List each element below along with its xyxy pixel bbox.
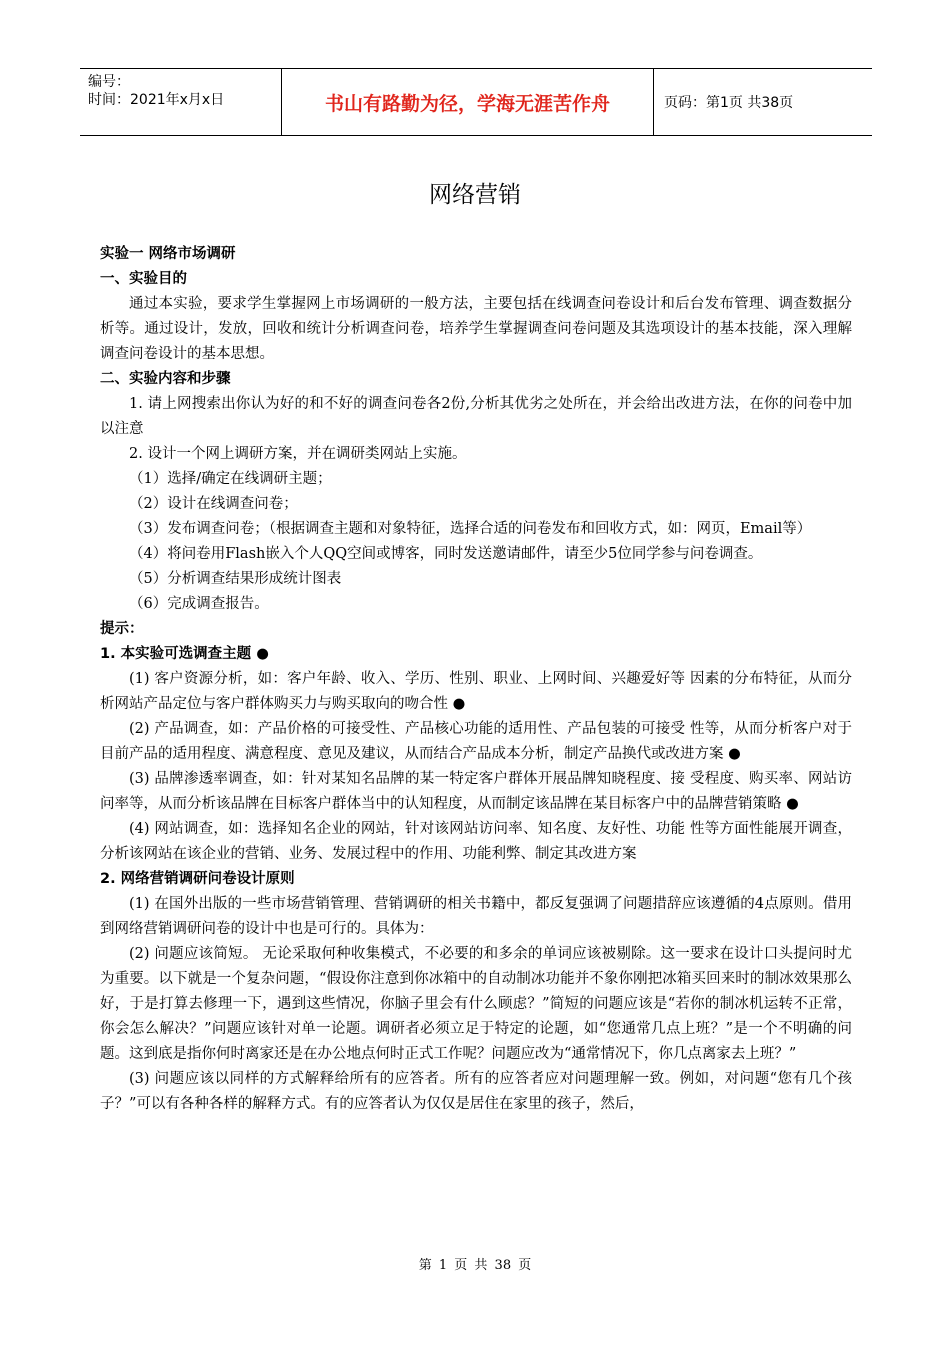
paragraph: 1. 请上网搜索出你认为好的和不好的调查问卷各2份,分析其优劣之处所在，并会给出改进方法，在你的问卷中加以注意	[100, 396, 852, 437]
paragraph: （2）设计在线调查问卷；	[129, 496, 298, 512]
paragraph: 实验一 网络市场调研	[100, 246, 236, 262]
code-label: 编号：	[88, 74, 130, 90]
header-page-info: 页码：第1页 共38页	[664, 95, 794, 111]
paragraph: (3) 问题应该以同样的方式解释给所有的应答者。所有的应答者应对问题理解一致。例如，对问题“您有几个孩子？”可以有各种各样的解释方式。有的应答者认为仅仅是居住在家里的孩子，然后，	[100, 1071, 852, 1112]
paragraph: (2) 问题应该简短。 无论采取何种收集模式，不必要的和多余的单词应该被剔除。这一要求在设计口头提问时尤为重要。以下就是一个复杂问题，“假设你注意到你冰箱中的自动制冰功能并不象你刚把冰箱买回来时的制冰效果那么好，于是打算去修理一下，遇到这些情况，你脑子里会有什么顾虑？”简短的问题应该是“若你的制冰机运转不正常，你会怎么解决？”问题应该针对单一论题。调研者必须立足于特定的论题，如“您通常几点上班？”是一个不明确的问题。这到底是指你何时离家还是在办公地点何时正式工作呢？问题应改为“通常情况下，你几点离家去上班？”	[100, 946, 852, 1062]
document-title: 网络营销	[429, 182, 521, 208]
header-meta	[80, 69, 281, 135]
page-header	[80, 68, 872, 136]
paragraph: (3) 品牌渗透率调查，如：针对某知名品牌的某一特定客户群体开展品牌知晓程度、接 受程度、购买率、网站访问率等，从而分析该品牌在目标客户群体当中的认知程度，从而制定该品牌在某目标客户中的品牌营销策略 ●	[100, 771, 852, 812]
paragraph: （6）完成调查报告。	[129, 596, 269, 612]
date-label: 时间：2021年x月x日	[88, 92, 225, 108]
paragraph: (1) 客户资源分析，如：客户年龄、收入、学历、性别、职业、上网时间、兴趣爱好等 因素的分布特征，从而分析网站产品定位与客户群体购买力与购买取向的吻合性 ●	[100, 671, 852, 712]
header-motto: 书山有路勤为径，学海无涯苦作舟	[281, 69, 654, 135]
paragraph: (2) 产品调查，如：产品价格的可接受性、产品核心功能的适用性、产品包装的可接受 性等，从而分析客户对于目前产品的适用程度、满意程度、意见及建议，从而结合产品成本分析，制定产品换代或改进方案 ●	[100, 721, 852, 762]
paragraph: 1. 本实验可选调查主题 ●	[100, 646, 269, 662]
paragraph: (1) 在国外出版的一些市场营销管理、营销调研的相关书籍中，都反复强调了问题措辞应该遵循的4点原则。借用到网络营销调研问卷的设计中也是可行的。具体为：	[100, 896, 852, 937]
paragraph: 通过本实验，要求学生掌握网上市场调研的一般方法，主要包括在线调查问卷设计和后台发布管理、调查数据分析等。通过设计，发放，回收和统计分析调查问卷，培养学生掌握调查问卷问题及其选项设计的基本技能，深入理解调查问卷设计的基本思想。	[100, 296, 852, 362]
paragraph: （1）选择/确定在线调研主题；	[129, 471, 332, 487]
paragraph: （3）发布调查问卷；（根据调查主题和对象特征，选择合适的问卷发布和回收方式，如：网页，Email等）	[129, 521, 812, 537]
paragraph: (4) 网站调查，如：选择知名企业的网站，针对该网站访问率、知名度、友好性、功能 性等方面性能展开调查，分析该网站在该企业的营销、业务、发展过程中的作用、功能利弊、制定其改进方案	[100, 821, 852, 862]
paragraph: 提示：	[100, 621, 144, 637]
paragraph: 2. 网络营销调研问卷设计原则	[100, 871, 295, 887]
paragraph: 二、实验内容和步骤	[100, 371, 231, 387]
paragraph: （5）分析调查结果形成统计图表	[129, 571, 342, 587]
page-footer: 第 1 页 共 38 页	[418, 1258, 532, 1273]
paragraph: 一、实验目的	[100, 271, 187, 287]
paragraph: （4）将问卷用Flash嵌入个人QQ空间或博客，同时发送邀请邮件，请至少5位同学参与问卷调查。	[129, 546, 763, 562]
document-body	[100, 242, 852, 1117]
paragraph: 2. 设计一个网上调研方案，并在调研类网站上实施。	[129, 446, 467, 462]
